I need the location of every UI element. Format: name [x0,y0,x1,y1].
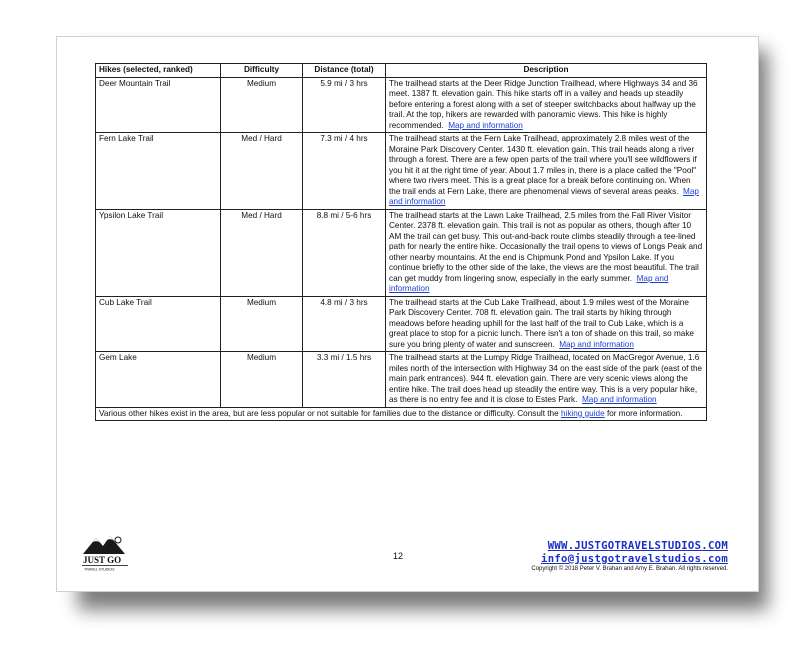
header-description: Description [386,64,707,78]
hike-description: The trailhead starts at the Lawn Lake Trailhead, 2.5 miles from the Fall River Visitor Center. 2378 ft. elevation gain. This trail is not as popular as others, though after 10 AM the trail can get busy. This out-and-back route climbs steadily through a tee-lined path for nearly the entire hike. Occasionally the trail opens to views of Longs Peak and other nearby mountains. At the end is Chipmunk Pond and Ypsilon Lake. If you continue briefly to the other side of the lake, the views are the most beautiful. The trail can get muddy from lingering snow, especially in the early summer. [389,210,703,283]
header-difficulty: Difficulty [221,64,303,78]
map-info-link[interactable]: Map and information [448,120,523,130]
hike-distance: 5.9 mi / 3 hrs [303,77,386,133]
hike-description-cell [386,209,707,296]
footer-note-text: Various other hikes exist in the area, but are less popular or not suitable for families due to the distance or difficulty. Consult the [99,408,559,418]
footer-note-cell [96,407,707,421]
hike-description-cell [386,352,707,408]
hike-name: Deer Mountain Trail [96,77,221,133]
hiking-guide-link[interactable]: hiking guide [560,408,605,418]
hikes-table [95,63,707,421]
hike-name: Gem Lake [96,352,221,408]
table-row [96,77,707,133]
mountain-logo-icon [79,532,137,572]
hike-difficulty: Medium [221,296,303,352]
hike-difficulty: Medium [221,352,303,408]
header-distance: Distance (total) [303,64,386,78]
page-number: 12 [393,551,404,561]
hike-description: The trailhead starts at the Cub Lake Trailhead, about 1.9 miles west of the Moraine Park Discovery Center. 708 ft. elevation gain. The trail starts by hiking through meadows before heading uphill for the last half of the trail to Cub Lake, which is a great place to stop for a picnic lunch. There isn't a ton of shade on this trail, so make sure you bring plenty of water and sunscreen. [389,297,694,349]
table-header-row [96,64,707,78]
table-row [96,133,707,210]
hike-distance: 4.8 mi / 3 hrs [303,296,386,352]
hike-description-cell [386,133,707,210]
header-hikes: Hikes (selected, ranked) [96,64,221,78]
map-info-link[interactable]: Map and information [389,186,699,206]
hike-name: Cub Lake Trail [96,296,221,352]
hike-distance: 7.3 mi / 4 hrs [303,133,386,210]
hike-distance: 3.3 mi / 1.5 hrs [303,352,386,408]
hike-description: The trailhead starts at the Fern Lake Trailhead, approximately 2.8 miles west of the Moraine Park Discovery Center. 1430 ft. elevation gain. This trail heads along a river through a forest. There are a few open parts of the trail where you'll see wildflowers if you hit it at the right time of year. About 1.7 miles in, there is a place called the "Pool" where two rivers meet. This is a great place for a break before continuing on. When the trail ends at Fern Lake, there are phenomenal views of several areas peaks. [389,134,697,196]
document-page [56,36,759,592]
svg-text:TRAVEL STUDIOS: TRAVEL STUDIOS [84,567,115,572]
hike-name: Fern Lake Trail [96,133,221,210]
map-info-link[interactable]: Map and information [559,339,634,349]
website-block [541,540,728,566]
hike-description: The trailhead starts at the Deer Ridge Junction Trailhead, where Highways 34 and 36 meet. 1387 ft. elevation gain. This hike starts off in a valley and heads up steadily before entering a forest along with a set of steeper switchbacks about halfway up the trail. At the top, hikers are rewarded with panoramic views. This hike is highly recommended. [389,78,698,130]
table-row [96,209,707,296]
hike-description-cell [386,296,707,352]
hike-description-cell [386,77,707,133]
map-info-link[interactable]: Map and information [581,395,657,404]
footer-note-after: for more information. [606,408,683,418]
table-row [96,296,707,352]
table-row [96,352,707,408]
just-go-logo [79,532,137,572]
hike-difficulty: Med / Hard [221,133,303,210]
email-link[interactable]: info@justgotravelstudios.com [541,553,728,565]
hike-description: The trailhead starts at the Lumpy Ridge Trailhead, located on MacGregor Avenue, 1.6 miles north of the intersection with Highway 34 on the east side of the park (east of the main park entrances). 944 ft. elevation gain. There are very scenic views along the entire hike. The trail does head up steadily the entire way. This is a very popular hike, as there is no entry fee and it is close to Estes Park. [389,353,703,404]
hike-distance: 8.8 mi / 5-6 hrs [303,209,386,296]
table-footer-row [96,407,707,421]
map-info-link[interactable]: Map and information [389,273,669,293]
hike-difficulty: Med / Hard [221,209,303,296]
copyright-text: Copyright © 2018 Peter V. Brahan and Amy E. Brahan. All rights reserved. [531,566,728,572]
hike-difficulty: Medium [221,77,303,133]
hike-name: Ypsilon Lake Trail [96,209,221,296]
website-link[interactable]: WWW.JUSTGOTRAVELSTUDIOS.COM [547,540,728,552]
svg-text:JUST GO: JUST GO [83,555,122,565]
